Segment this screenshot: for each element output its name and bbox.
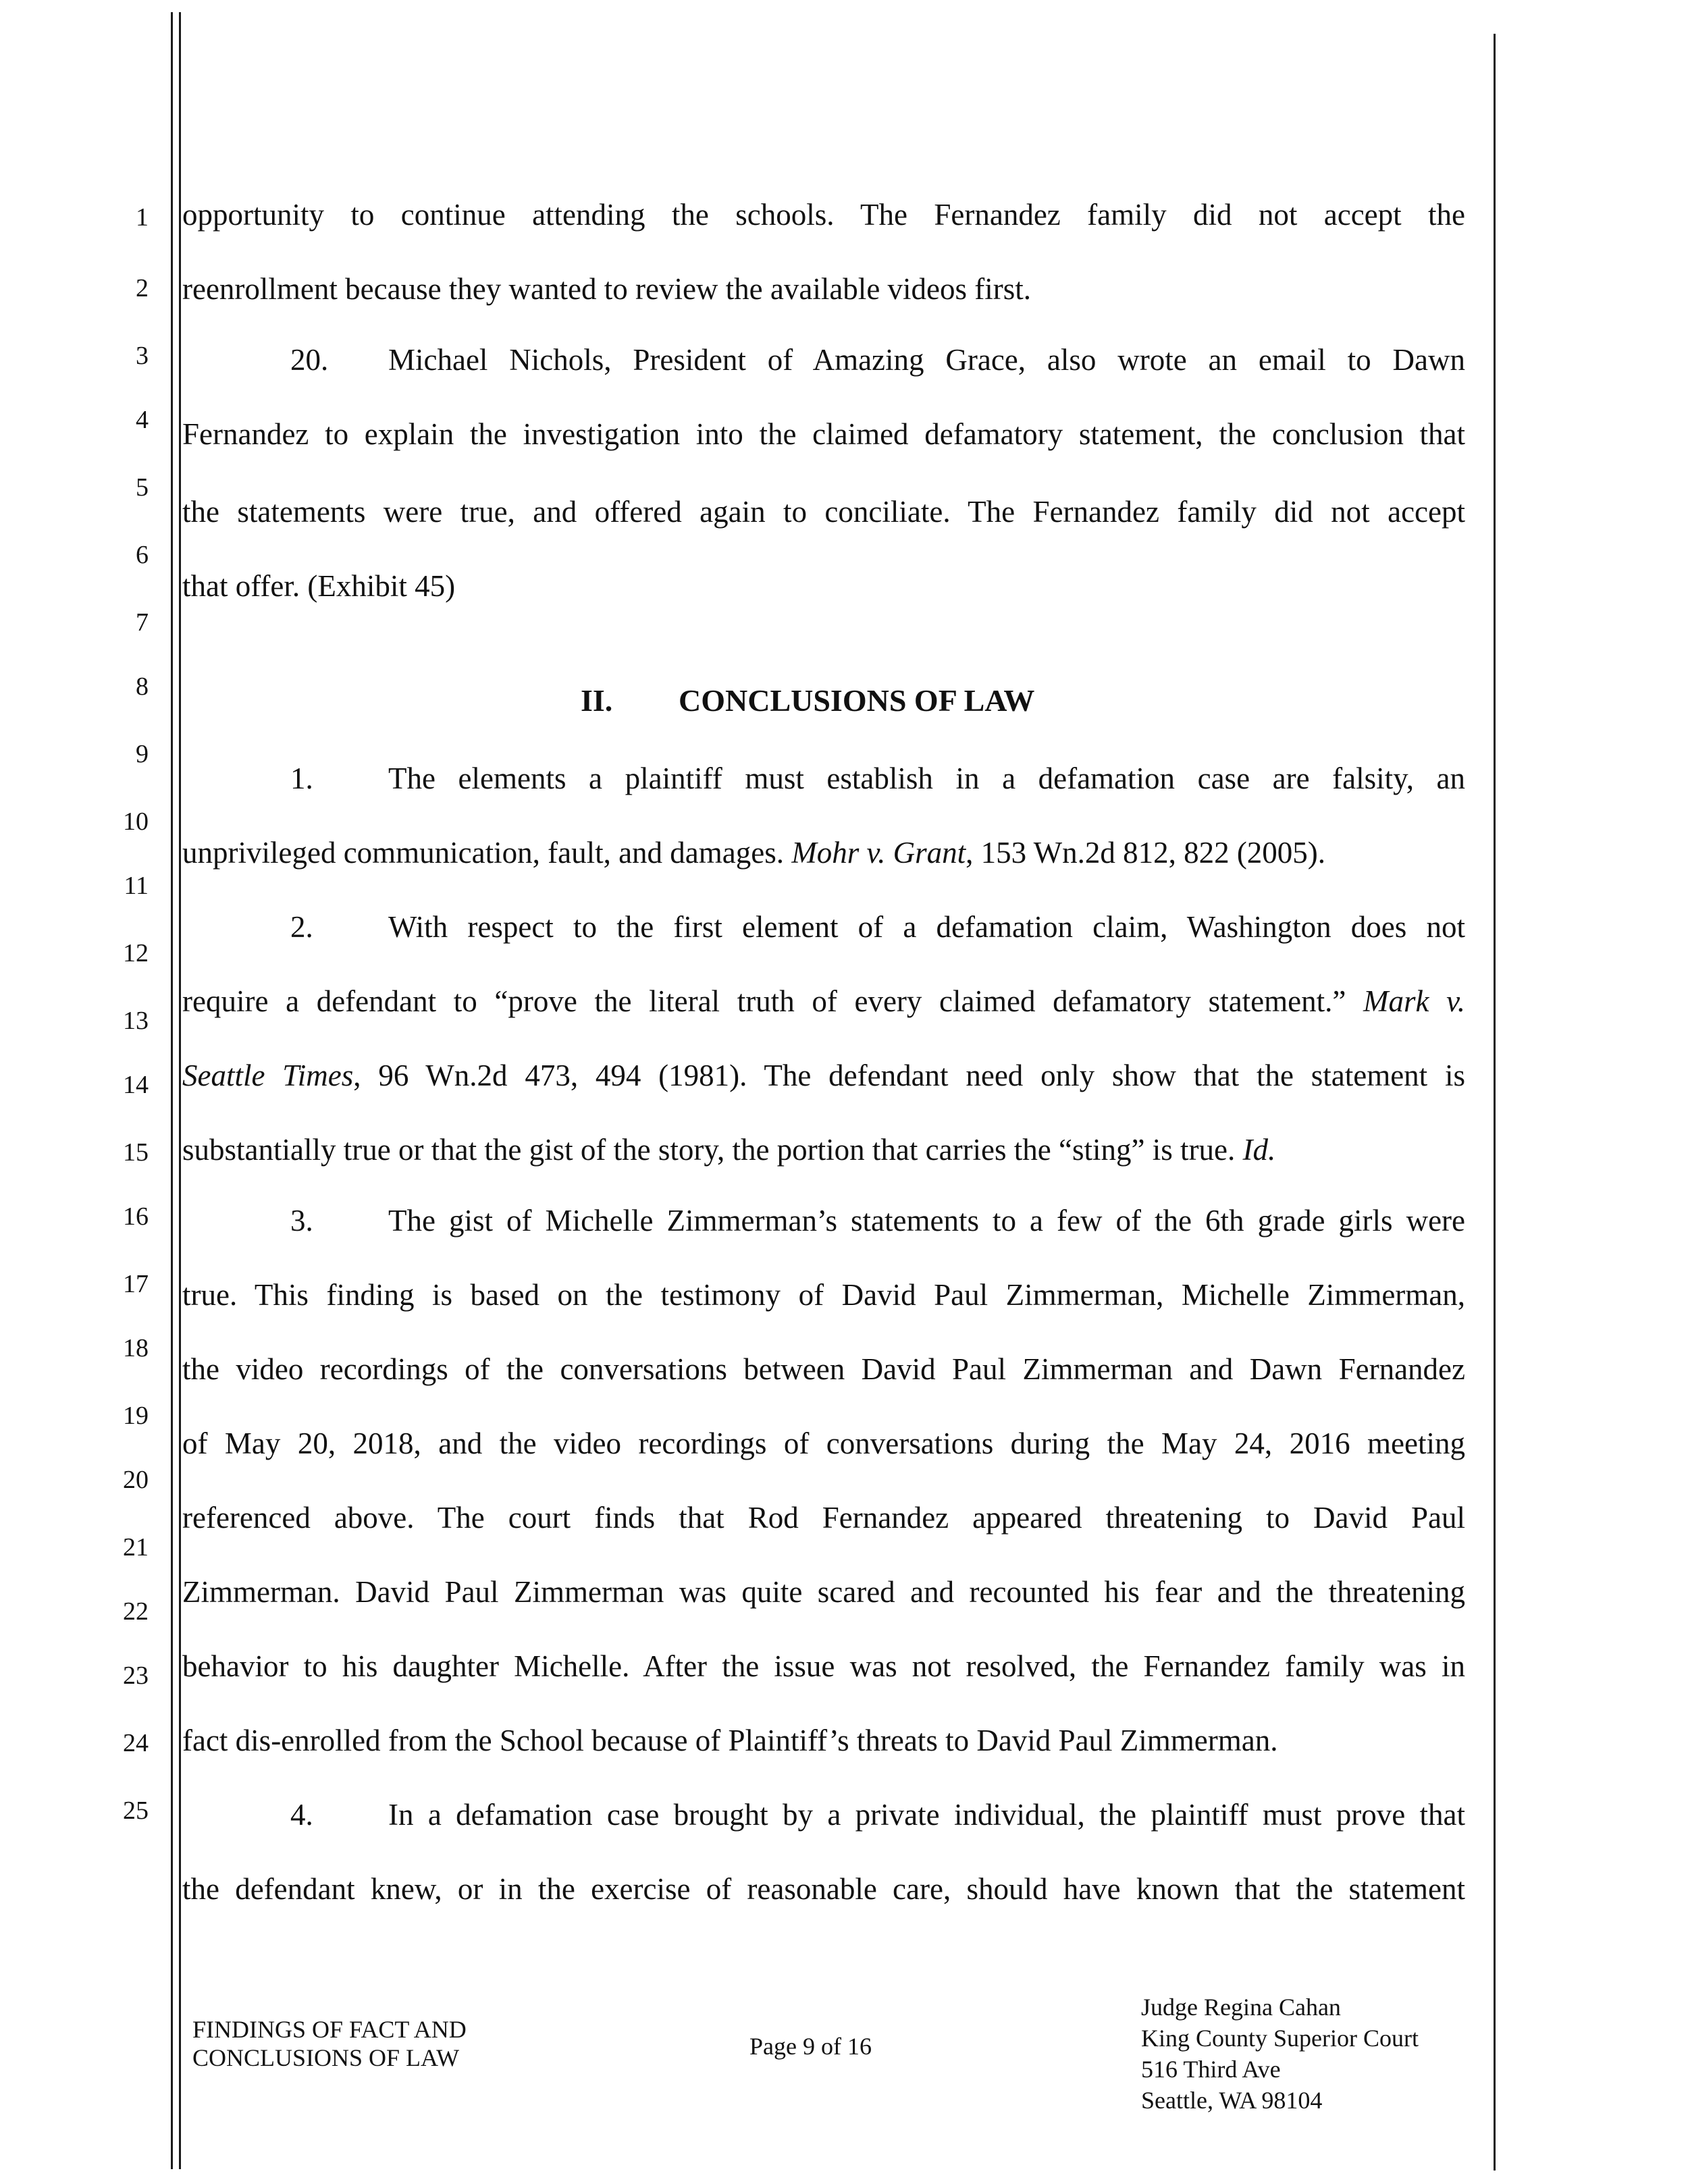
footer-court-info: Judge Regina Cahan King County Superior Court 516 Third Ave Seattle, WA 98104 — [1141, 1994, 1419, 2114]
body-line: reenrollment because they wanted to review the available videos first. — [182, 272, 1032, 306]
body-line: that offer. (Exhibit 45) — [182, 569, 456, 603]
line-number: 1 — [136, 203, 149, 232]
page-number: Page 9 of 16 — [749, 2033, 872, 2060]
case-citation: Mohr v. Grant — [791, 836, 966, 870]
right-margin-rule — [1494, 34, 1496, 2170]
line-number: 6 — [136, 541, 149, 569]
paragraph-number: 2. — [290, 910, 313, 944]
body-line: the statements were true, and offered again to conciliate. The Fernandez family did not accept — [182, 495, 1465, 529]
case-citation: Id. — [1242, 1133, 1276, 1167]
line-number: 5 — [136, 473, 149, 502]
line-number: 18 — [123, 1334, 149, 1362]
body-line: the video recordings of the conversations between David Paul Zimmerman and Dawn Fernandez — [182, 1352, 1465, 1386]
section-heading — [581, 682, 1034, 720]
left-margin-rule — [171, 12, 173, 2169]
body-line: behavior to his daughter Michelle. After the issue was not resolved, the Fernandez family was in — [182, 1649, 1465, 1683]
line-number: 12 — [123, 939, 149, 967]
body-line: opportunity to continue attending the schools. The Fernandez family did not accept the — [182, 198, 1465, 232]
body-line: unprivileged communication, fault, and damages. Mohr v. Grant, 153 Wn.2d 812, 822 (2005). — [182, 836, 1326, 870]
case-citation: Seattle Times — [182, 1059, 354, 1092]
footer-document-title: FINDINGS OF FACT AND CONCLUSIONS OF LAW — [192, 2016, 467, 2071]
line-number: 25 — [123, 1796, 149, 1825]
line-number: 23 — [123, 1661, 149, 1690]
left-margin-rule — [179, 12, 181, 2169]
line-number: 8 — [136, 672, 149, 701]
line-number: 7 — [136, 608, 149, 637]
line-number: 17 — [123, 1270, 149, 1298]
line-number: 10 — [123, 807, 149, 836]
body-line: of May 20, 2018, and the video recordings of conversations during the May 24, 2016 meeting — [182, 1427, 1465, 1460]
body-line: true. This finding is based on the testimony of David Paul Zimmerman, Michelle Zimmerman, — [182, 1278, 1465, 1312]
paragraph-number: 1. — [290, 762, 313, 795]
paragraph-number: 20. — [290, 343, 329, 377]
conclusion-2-line: 2. With respect to the first element of a defamation claim, Washington does not — [182, 908, 1465, 946]
body-line: Zimmerman. David Paul Zimmerman was quite scared and recounted his fear and the threatening — [182, 1575, 1465, 1609]
line-number: 13 — [123, 1007, 149, 1035]
conclusion-4-line: 4. In a defamation case brought by a private individual, the plaintiff must prove that — [182, 1796, 1465, 1834]
line-number: 20 — [123, 1466, 149, 1494]
section-title: CONCLUSIONS OF LAW — [679, 683, 1035, 718]
line-number: 14 — [123, 1071, 149, 1099]
paragraph-20-line: 20. Michael Nichols, President of Amazing Grace, also wrote an email to Dawn — [182, 341, 1465, 379]
conclusion-1-line: 1. The elements a plaintiff must establish in a defamation case are falsity, an — [182, 760, 1465, 797]
line-number: 16 — [123, 1202, 149, 1231]
line-number: 24 — [123, 1729, 149, 1757]
line-number: 19 — [123, 1402, 149, 1430]
body-line: fact dis-enrolled from the School because of Plaintiff’s threats to David Paul Zimmerman. — [182, 1724, 1278, 1757]
case-citation: Mark v. — [1363, 984, 1466, 1018]
line-number: 11 — [124, 872, 149, 900]
line-number: 9 — [136, 740, 149, 768]
line-number: 21 — [123, 1533, 149, 1562]
line-number: 2 — [136, 274, 149, 302]
line-number: 4 — [136, 406, 149, 434]
paragraph-number: 4. — [290, 1798, 313, 1832]
line-number: 3 — [136, 342, 149, 370]
body-line: Fernandez to explain the investigation into the claimed defamatory statement, the conclusion that — [182, 417, 1465, 451]
section-number: II. — [581, 683, 613, 718]
line-number: 22 — [123, 1597, 149, 1626]
body-line: Seattle Times, 96 Wn.2d 473, 494 (1981). The defendant need only show that the statement is — [182, 1059, 1465, 1092]
paragraph-number: 3. — [290, 1204, 313, 1237]
body-line: the defendant knew, or in the exercise of reasonable care, should have known that the statement — [182, 1872, 1465, 1906]
line-number: 15 — [123, 1138, 149, 1167]
body-line: require a defendant to “prove the literal truth of every claimed defamatory statement.” Mark v. — [182, 984, 1466, 1018]
body-line: referenced above. The court finds that Rod Fernandez appeared threatening to David Paul — [182, 1501, 1465, 1535]
conclusion-3-line: 3. The gist of Michelle Zimmerman’s statements to a few of the 6th grade girls were — [182, 1202, 1465, 1240]
body-line: substantially true or that the gist of the story, the portion that carries the “sting” is true. Id. — [182, 1133, 1276, 1167]
